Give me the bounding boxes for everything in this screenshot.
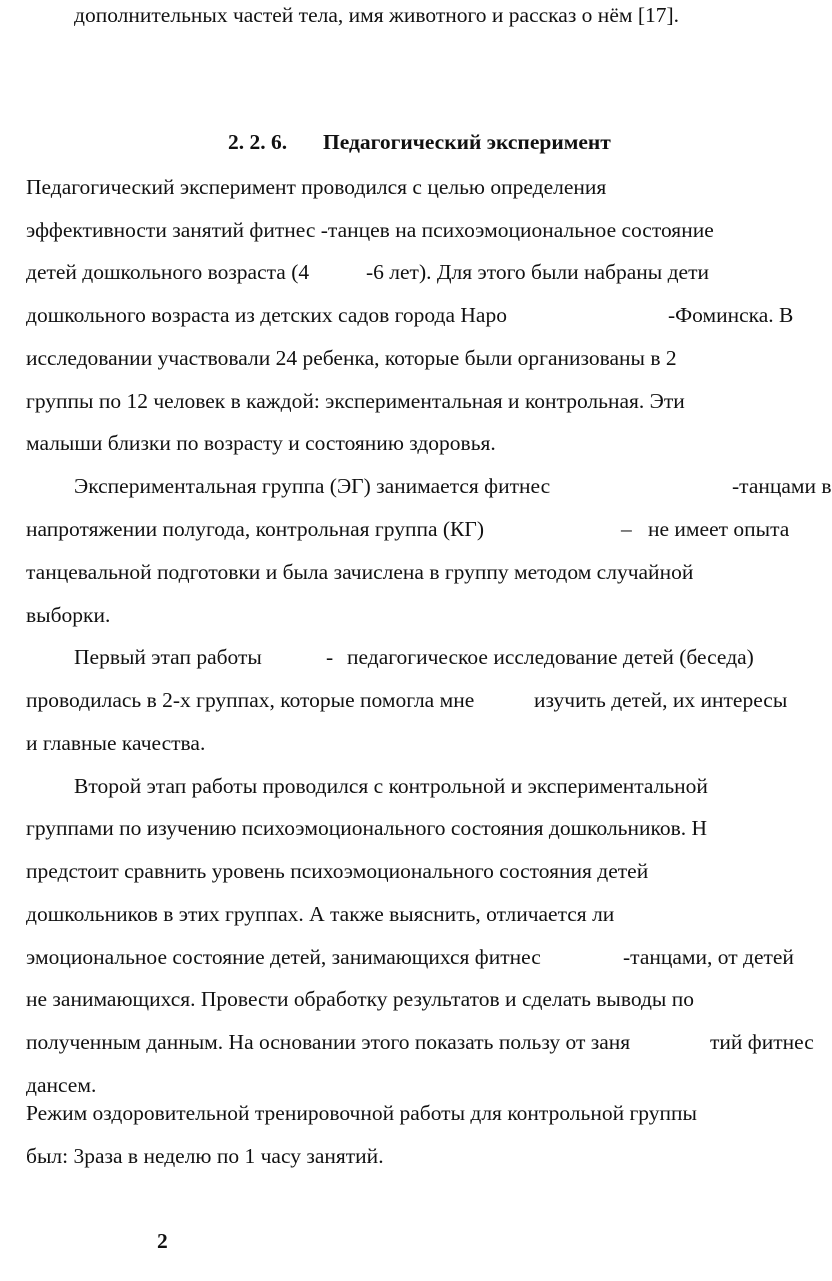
section-title: Педагогический эксперимент bbox=[323, 130, 611, 154]
text-segment: – bbox=[621, 517, 632, 541]
section-number: 2. 2. 6. bbox=[228, 130, 288, 154]
text-segment: эмоциональное состояние детей, занимающихся фитнес bbox=[26, 945, 541, 969]
text-segment: дошкольного возраста из детских садов города Наро bbox=[26, 303, 507, 327]
text-segment: -танцами, от детей bbox=[623, 945, 794, 969]
text-segment: детей дошкольного возраста (4 bbox=[26, 260, 310, 284]
text-line: Режим оздоровительной тренировочной работы для контрольной группы bbox=[26, 1101, 697, 1125]
text-line: исследовании участвовали 24 ребенка, которые были организованы в 2 bbox=[26, 346, 677, 370]
text-segment: напротяжении полугода, контрольная группа (КГ) bbox=[26, 517, 484, 541]
text-segment: Экспериментальная группа (ЭГ) занимается фитнес bbox=[74, 474, 551, 498]
text-segment: -Фоминска. В bbox=[668, 303, 794, 327]
text-line: был: 3раза в неделю по 1 часу занятий. bbox=[26, 1144, 384, 1168]
text-line: дошкольников в этих группах. А также выяснить, отличается ли bbox=[26, 902, 615, 926]
text-line: не занимающихся. Провести обработку результатов и сделать выводы по bbox=[26, 987, 695, 1011]
text-segment: тий фитнес bbox=[710, 1030, 814, 1054]
text-line: Педагогический эксперимент проводился с целью определения bbox=[26, 175, 607, 199]
text-segment: -6 лет). Для этого были набраны дети bbox=[366, 260, 710, 284]
text-segment: не имеет опыта bbox=[648, 517, 790, 541]
text-line: дополнительных частей тела, имя животного и рассказ о нём [17]. bbox=[74, 3, 680, 27]
text-line: малыши близки по возрасту и состоянию здоровья. bbox=[26, 431, 496, 455]
text-line: предстоит сравнить уровень психоэмоционального состояния детей bbox=[26, 859, 649, 883]
text-segment: - bbox=[326, 645, 334, 669]
text-line: и главные качества. bbox=[26, 731, 206, 755]
text-line: танцевальной подготовки и была зачислена в группу методом случайной bbox=[26, 560, 694, 584]
text-line: группами по изучению психоэмоционального состояния дошкольников. Н bbox=[26, 816, 708, 840]
text-line: дансем. bbox=[26, 1073, 97, 1097]
text-segment: -танцами в bbox=[732, 474, 832, 498]
text-line: Второй этап работы проводился с контрольной и экспериментальной bbox=[74, 774, 708, 798]
text-line: эффективности занятий фитнес -танцев на психоэмоциональное состояние bbox=[26, 218, 714, 242]
text-segment: педагогическое исследование детей (беседа) bbox=[347, 645, 754, 669]
text-line: группы по 12 человек в каждой: экспериментальная и контрольная. Эти bbox=[26, 389, 685, 413]
text-segment: полученным данным. На основании этого показать пользу от заня bbox=[26, 1030, 631, 1054]
text-segment: проводилась в 2-х группах, которые помогла мне bbox=[26, 688, 475, 712]
text-segment: изучить детей, их интересы bbox=[534, 688, 788, 712]
text-line: выборки. bbox=[26, 603, 111, 627]
page-number: 2 bbox=[157, 1229, 168, 1253]
text-segment: Первый этап работы bbox=[74, 645, 262, 669]
